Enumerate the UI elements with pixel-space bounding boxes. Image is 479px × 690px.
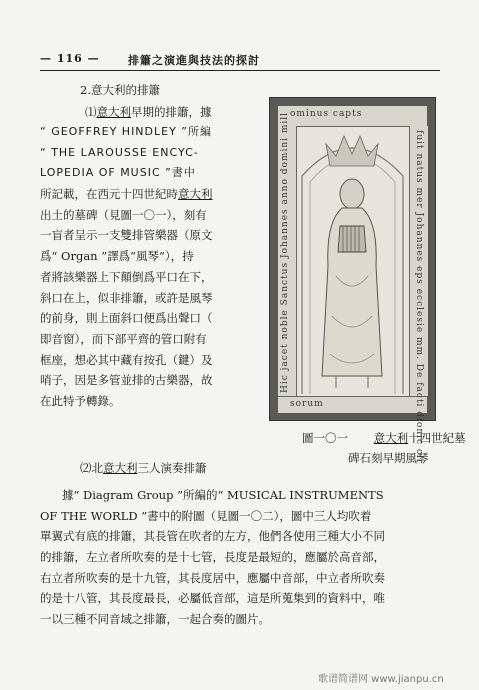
inscription-top: ominus capts <box>290 109 363 119</box>
watermark: 歌谱简谱网 www.jianpu.cn <box>318 674 444 685</box>
text-line: “ GEOFFREY HINDLEY ”所編 <box>40 125 212 138</box>
text-line: 出土的墓碑（見圖一〇一），刻有 <box>40 207 207 222</box>
text-line: 所記載，在西元十四世紀時意大利 <box>40 187 213 202</box>
section2-body <box>40 485 440 630</box>
section1-heading: 2.意大利的排簫 <box>80 83 160 97</box>
text-line: 哨子，因是多管並排的古樂器，故 <box>40 373 213 388</box>
text-line: 右立者所吹奏的是十九管，其長度居中，應屬中音部，中立者所吹奏 <box>40 570 385 585</box>
text-line: 的是十八管，其長度最長，必屬低音部，這是所蒐集到的資料中，唯 <box>40 591 385 606</box>
section2-heading: ⑵北意大利三人演奏排簫 <box>80 461 207 475</box>
text-line: 一以三種不同音域之排簫，一起合奏的圖片。 <box>40 612 270 627</box>
carved-figure-image <box>296 126 409 396</box>
text-line: 據“ Diagram Group ”所編的“ MUSICAL INSTRUMENTS <box>62 488 384 502</box>
header-rule <box>40 70 440 71</box>
figure-caption-line2: 碑石刻早期風琴 <box>348 451 429 465</box>
text-line: 斜口在上，似非排簫，或許是風琴 <box>40 290 213 305</box>
page-header <box>40 52 440 68</box>
inscription-bottom: sorum <box>290 399 324 409</box>
text-line: 的前身，則上面斜口便爲出聲口（ <box>40 311 213 326</box>
text-line: 者將該樂器上下顛倒爲平口在下， <box>40 269 213 284</box>
text-line: LOPEDIA OF MUSIC ”書中 <box>40 166 196 180</box>
text-line: 一盲者呈示一支雙排管樂器（原文 <box>40 228 213 243</box>
text-line: 框座，想必其中藏有按孔（鍵）及 <box>40 352 213 367</box>
text-line: ⑴意大利早期的排簫，據 <box>85 105 212 119</box>
figure-caption-line1: 圖一〇一 意大利十四世紀墓 <box>302 431 466 445</box>
inscription-right: fuit natus mer Johannes eps ecclesie mm. De facti dionic cir <box>414 130 424 465</box>
text-line: “ THE LAROUSSE ENCYC- <box>40 145 199 159</box>
section1-body <box>85 102 212 123</box>
text-line: 單翼式有底的排簫，其長管在吹者的左方，他們各使用三種大小不同 <box>40 529 385 544</box>
inscription-left: Hic jacet noble Sanctus Johannes anno domini mill <box>280 111 290 393</box>
running-title: 排簫之演進與技法的探討 <box>128 54 260 67</box>
text-line: 爲“ Organ ”譯爲“風琴”），持 <box>40 249 194 264</box>
text-line: 在此特予轉錄。 <box>40 393 121 408</box>
section1-body-cont <box>40 122 265 412</box>
text-line: 的排簫，左立者所吹奏的是十七管，長度是最短的，應屬於高音部， <box>40 550 385 565</box>
page-number: — 116 — <box>40 52 100 65</box>
text-line: 即音窗），而下部平齊的管口附有 <box>40 331 207 346</box>
text-line: OF THE WORLD ”書中的附圖（見圖一〇二），圖中三人均吹着 <box>40 508 372 523</box>
